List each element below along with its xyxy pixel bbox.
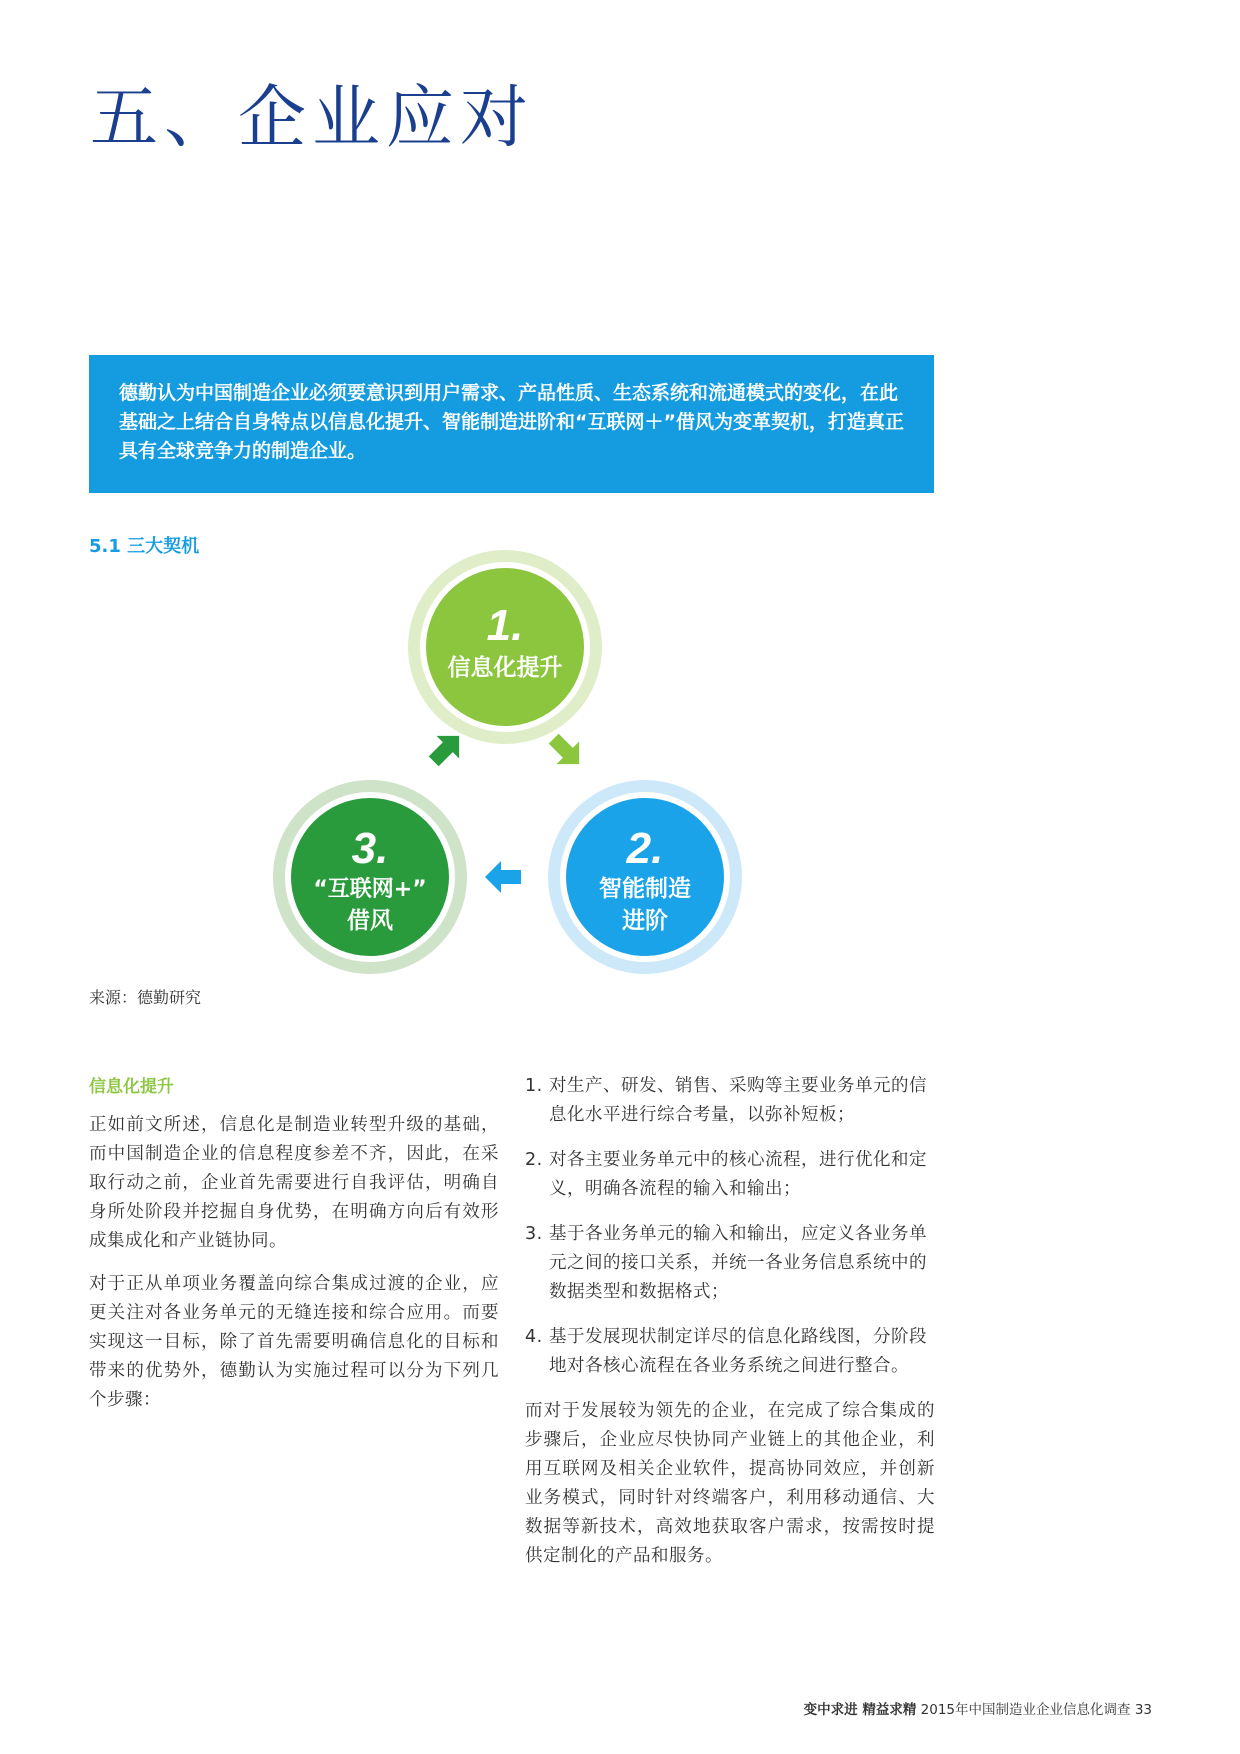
- node-1-label: 信息化提升: [447, 655, 563, 681]
- right-column: [525, 1072, 935, 1585]
- list-item-text: 对各主要业务单元中的核心流程，进行优化和定义，明确各流程的输入和输出；: [549, 1150, 927, 1199]
- steps-list: [525, 1072, 935, 1381]
- footer-tagline: 变中求进 精益求精: [803, 1702, 917, 1718]
- list-item: [525, 1146, 935, 1204]
- list-item-number: 2.: [525, 1150, 543, 1170]
- paragraph: 对于正从单项业务覆盖向综合集成过渡的企业，应更关注对各业务单元的无缝连接和综合应用。而要实现这一目标，除了首先需要明确信息化的目标和带来的优势外，德勤认为实施过程可以分为下列几个步骤：: [89, 1274, 499, 1410]
- node-3-label-line2: 借风: [347, 908, 393, 934]
- left-column: [89, 1072, 499, 1429]
- diagram-node-3: [273, 780, 467, 974]
- footer-report-title: 2015年中国制造业企业信息化调查: [920, 1702, 1131, 1718]
- list-item-text: 基于发展现状制定详尽的信息化路线图，分阶段地对各核心流程在各业务系统之间进行整合。: [549, 1327, 927, 1376]
- node-2-label-line2: 进阶: [622, 908, 668, 934]
- list-item-text: 对生产、研发、销售、采购等主要业务单元的信息化水平进行综合考量，以弥补短板；: [549, 1076, 927, 1125]
- list-item: [525, 1323, 935, 1381]
- three-opportunities-diagram: [260, 545, 780, 985]
- diagram-svg: [260, 545, 780, 985]
- page-title: 五、企业应对: [90, 79, 535, 158]
- page-footer: [804, 1698, 1152, 1718]
- list-item: [525, 1220, 935, 1307]
- arrow-down-right-icon: [542, 727, 590, 775]
- list-item: [525, 1072, 935, 1130]
- arrow-left-icon: [485, 861, 521, 893]
- list-item-number: 4.: [525, 1327, 543, 1347]
- paragraph: 正如前文所述，信息化是制造业转型升级的基础，而中国制造企业的信息程度参差不齐，因此，在采取行动之前，企业首先需要进行自我评估，明确自身所处阶段并挖掘自身优势，在明确方向后有效形成集成化和产业链协同。: [89, 1115, 499, 1251]
- list-item-number: 1.: [525, 1076, 543, 1096]
- diagram-node-1: [408, 550, 602, 744]
- source-note: 来源：德勤研究: [89, 988, 202, 1007]
- node-3-number: 3.: [351, 824, 389, 873]
- node-2-number: 2.: [626, 824, 664, 873]
- diagram-node-2: [548, 780, 742, 974]
- page-number: 33: [1134, 1702, 1152, 1718]
- node-3-label-line1: “互联网+”: [313, 877, 427, 902]
- callout-text: 德勤认为中国制造企业必须要意识到用户需求、产品性质、生态系统和流通模式的变化，在此基础之上结合自身特点以信息化提升、智能制造进阶和“互联网＋”借风为变革契机，打造真正具有全球竞争力的制造企业。: [119, 382, 904, 462]
- list-item-number: 3.: [525, 1224, 543, 1244]
- section-heading: 5.1 三大契机: [89, 536, 200, 557]
- paragraph: 而对于发展较为领先的企业，在完成了综合集成的步骤后，企业应尽快协同产业链上的其他企业，利用互联网及相关企业软件，提高协同效应，并创新业务模式，同时针对终端客户，利用移动通信、大数据等新技术，高效地获取客户需求，按需按时提供定制化的产品和服务。: [525, 1401, 935, 1566]
- node-2-label-line1: 智能制造: [599, 876, 691, 902]
- intro-callout-box: [89, 355, 934, 493]
- node-1-number: 1.: [486, 601, 524, 650]
- list-item-text: 基于各业务单元的输入和输出，应定义各业务单元之间的接口关系，并统一各业务信息系统中的数据类型和数据格式；: [549, 1224, 927, 1302]
- subsection-heading: 信息化提升: [89, 1077, 174, 1097]
